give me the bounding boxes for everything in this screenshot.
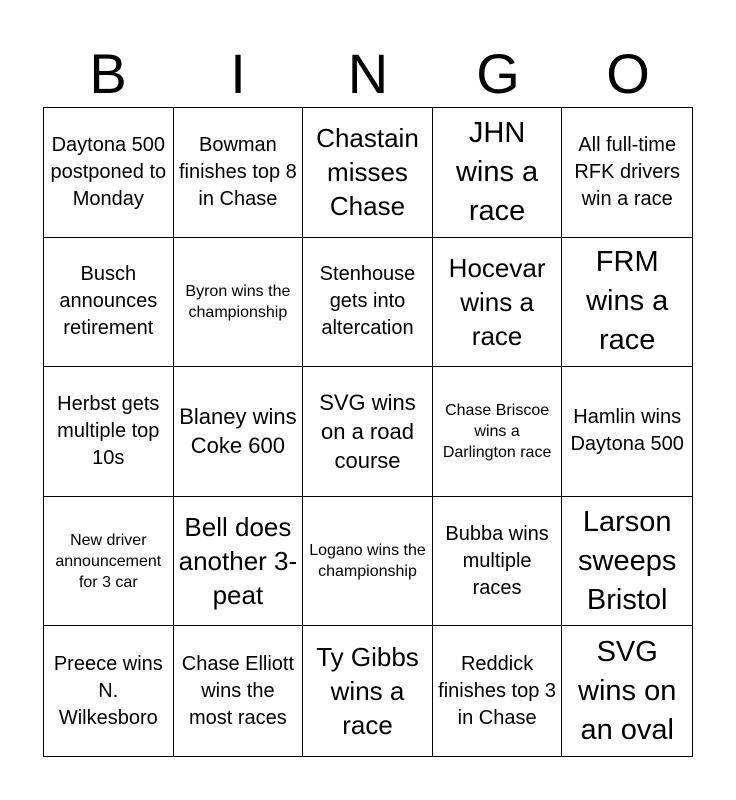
bingo-cell[interactable] — [44, 108, 174, 238]
cell-text: SVG wins on a road course — [319, 389, 416, 473]
bingo-cell[interactable] — [44, 626, 174, 756]
cell-text: Logano wins the championship — [309, 542, 426, 581]
bingo-cell[interactable] — [44, 367, 174, 497]
bingo-cell[interactable] — [433, 626, 563, 756]
cell-text: Hocevar wins a race — [448, 252, 546, 351]
bingo-cell[interactable] — [303, 108, 433, 238]
header-letter-g: G — [476, 42, 520, 105]
cell-text: SVG wins on an oval — [578, 635, 677, 746]
cell-text: Byron wins the championship — [185, 282, 291, 321]
bingo-cell[interactable] — [562, 497, 692, 627]
bingo-cell[interactable] — [303, 238, 433, 368]
bingo-cell[interactable] — [433, 497, 563, 627]
cell-text: Preece wins N. Wilkesboro — [53, 652, 163, 729]
bingo-cell[interactable] — [433, 108, 563, 238]
bingo-cell[interactable] — [562, 626, 692, 756]
bingo-header — [43, 40, 693, 108]
bingo-cell[interactable] — [562, 367, 692, 497]
cell-text: Chastain misses Chase — [316, 123, 419, 222]
cell-text: Herbst gets multiple top 10s — [57, 392, 160, 469]
cell-text: Chase Briscoe wins a Darlington race — [442, 401, 552, 461]
bingo-cell[interactable] — [303, 497, 433, 627]
bingo-cell[interactable] — [433, 367, 563, 497]
cell-text: Stenhouse gets into altercation — [319, 263, 416, 340]
bingo-cell[interactable] — [562, 238, 692, 368]
cell-text: Hamlin wins Daytona 500 — [570, 406, 684, 456]
cell-text: Larson sweeps Bristol — [578, 505, 677, 616]
header-letter-n: N — [347, 42, 389, 105]
cell-text: Bell does another 3-peat — [178, 512, 298, 611]
cell-text: Ty Gibbs wins a race — [316, 642, 419, 741]
bingo-cell[interactable] — [562, 108, 692, 238]
bingo-board — [43, 107, 693, 757]
cell-text: Bowman finishes top 8 in Chase — [178, 133, 297, 210]
header-letter-b: B — [89, 42, 127, 105]
cell-text: Chase Elliott wins the most races — [181, 652, 295, 729]
cell-text: Daytona 500 postponed to Monday — [50, 133, 167, 210]
header-letter-o: O — [606, 42, 650, 105]
bingo-cell[interactable] — [44, 238, 174, 368]
bingo-cell[interactable] — [174, 626, 304, 756]
cell-text: All full-time RFK drivers win a race — [574, 133, 680, 210]
bingo-cell[interactable] — [433, 238, 563, 368]
cell-text: Busch announces retirement — [59, 263, 158, 340]
bingo-cell[interactable] — [44, 497, 174, 627]
bingo-cell[interactable] — [174, 367, 304, 497]
cell-text: FRM wins a race — [586, 246, 669, 357]
cell-text: JHN wins a race — [455, 116, 539, 227]
cell-text: Blaney wins Coke 600 — [179, 404, 297, 459]
header-letter-i: I — [230, 42, 246, 105]
bingo-cell[interactable] — [174, 108, 304, 238]
bingo-cell[interactable] — [174, 497, 304, 627]
cell-text: New driver announcement for 3 car — [55, 531, 162, 591]
cell-text: Bubba wins multiple races — [445, 522, 549, 599]
bingo-cell[interactable] — [303, 626, 433, 756]
cell-text: Reddick finishes top 3 in Chase — [438, 652, 557, 729]
bingo-cell[interactable] — [174, 238, 304, 368]
bingo-cell[interactable] — [303, 367, 433, 497]
